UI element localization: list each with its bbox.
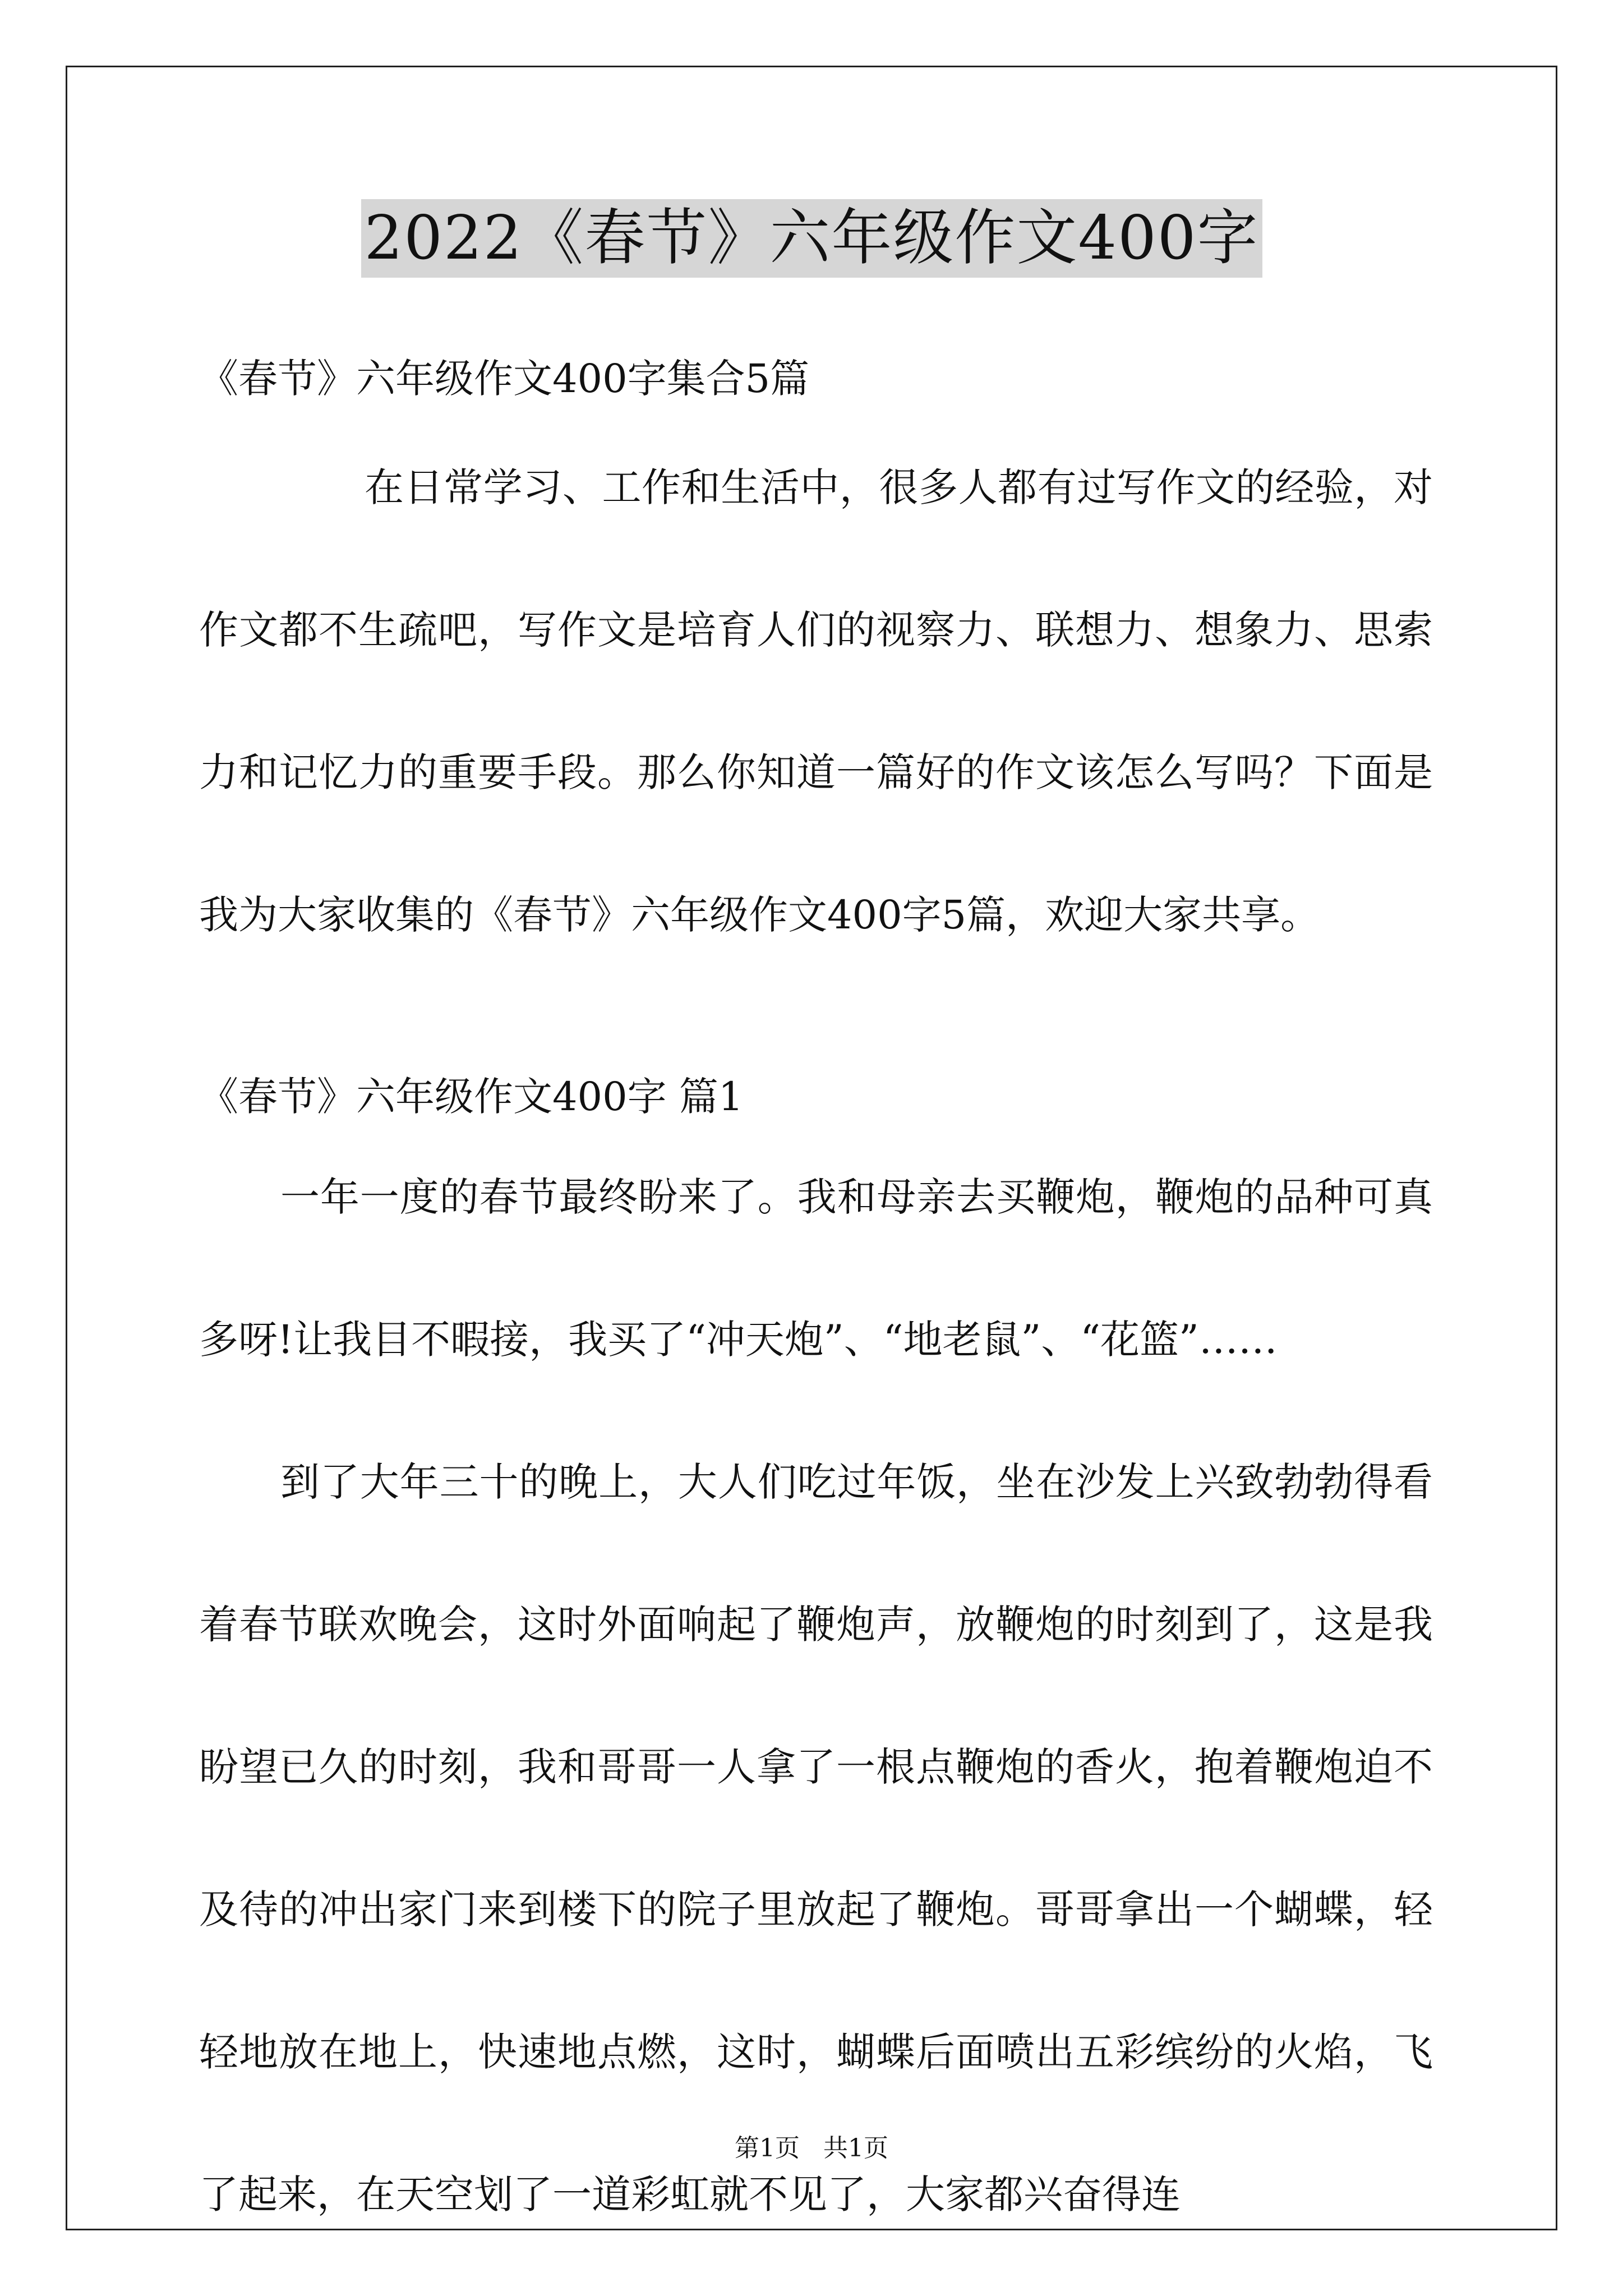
document-subtitle: 《春节》六年级作文400字集合5篇 bbox=[199, 356, 810, 402]
section-paragraph-2: 到了大年三十的晚上，大人们吃过年饭，坐在沙发上兴致勃勃得看着春节联欢晚会，这时外面响起了鞭炮声，放鞭炮的时刻到了，这是我盼望已久的时刻，我和哥哥一人拿了一根点鞭炮的香火，抱着鞭炮迫不及待的冲出家门来到楼下的院子里放起了鞭炮。哥哥拿出一个蝴蝶，轻轻地放在地上，快速地点燃，这时，蝴蝶后面喷出五彩缤纷的火焰，飞了起来，在天空划了一道彩虹就不见了，大家都兴奋得连 bbox=[199, 1459, 1433, 2217]
section-paragraph-1: 一年一度的春节最终盼来了。我和母亲去买鞭炮，鞭炮的品种可真多呀!让我目不暇接，我买了“冲天炮”、“地老鼠”、“花篮”…… bbox=[199, 1174, 1433, 1363]
title-container bbox=[0, 199, 1623, 278]
section-heading: 《春节》六年级作文400字 篇1 bbox=[199, 1074, 744, 1120]
intro-paragraph: 在日常学习、工作和生活中，很多人都有过写作文的经验，对作文都不生疏吧，写作文是培育人们的视察力、联想力、想象力、思索力和记忆力的重要手段。那么你知道一篇好的作文该怎么写吗？下面是我为大家收集的《春节》六年级作文400字5篇，欢迎大家共享。 bbox=[199, 464, 1433, 938]
page-footer: 第1页 共1页 bbox=[735, 2134, 888, 2162]
document-title: 2022《春节》六年级作文400字 bbox=[361, 199, 1262, 278]
